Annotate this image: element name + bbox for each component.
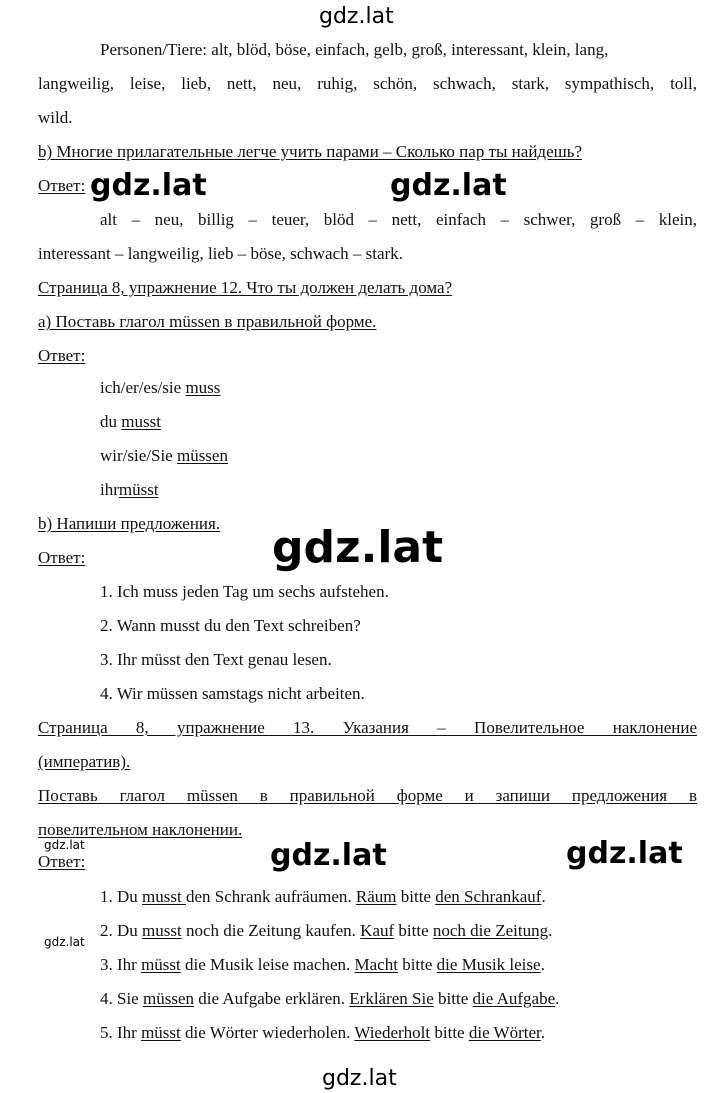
imperative-verb: Macht: [354, 955, 398, 974]
imperative-object: die Musik leise: [436, 955, 541, 974]
imperative-sentence: [100, 955, 545, 975]
imperative-sentence: [100, 1023, 545, 1043]
sentence-body: noch die Zeitung kaufen.: [181, 921, 361, 940]
watermark-top: gdz.lat: [319, 4, 394, 29]
imperative-object: noch die Zeitung: [432, 921, 549, 940]
bitte: bitte: [397, 955, 437, 974]
answer-label-3: Ответ:: [38, 548, 86, 567]
modal-verb: müsst: [141, 955, 181, 974]
verb-form-row: [100, 446, 228, 466]
ex12-title: Страница 8, упражнение 12. Что ты должен делать дома?: [38, 278, 453, 297]
bitte: bitte: [396, 887, 436, 906]
adjectives-line-3: wild.: [38, 108, 73, 127]
sentence-number: 1. Du: [100, 887, 143, 906]
task-b-pairs: b) Многие прилагательные легче учить парами – Сколько пар ты найдешь?: [38, 142, 582, 161]
adjectives-line-1: Personen/Tiere: alt, blöd, böse, einfach, gelb, groß, interessant, klein, lang,: [100, 40, 609, 59]
pronoun: du: [100, 412, 122, 431]
sentence-body: die Wörter wiederholen.: [180, 1023, 355, 1042]
sentence: 4. Wir müssen samstags nicht arbeiten.: [100, 684, 365, 703]
watermark-center: gdz.lat: [272, 522, 444, 573]
ex12-task-b: b) Напиши предложения.: [38, 514, 221, 533]
watermark-right: gdz.lat: [390, 168, 507, 203]
sentence-number: 2. Du: [100, 921, 143, 940]
pronoun: ihr: [100, 480, 119, 499]
sentence-end: .: [540, 955, 545, 974]
ex13-title-line-1: Страница 8, упражнение 13. Указания – Повелительное наклонение: [38, 718, 697, 737]
modal-verb: musst: [142, 921, 182, 940]
imperative-verb: Räum: [355, 887, 397, 906]
pairs-line-1: alt – neu, billig – teuer, blöd – nett, einfach – schwer, groß – klein,: [100, 210, 697, 229]
sentence: 2. Wann musst du den Text schreiben?: [100, 616, 361, 635]
pairs-line-2: interessant – langweilig, lieb – böse, schwach – stark.: [38, 244, 403, 263]
imperative-sentence: [100, 887, 546, 907]
modal-verb: musst: [142, 887, 186, 906]
verb-form-row: [100, 412, 161, 432]
bitte: bitte: [394, 921, 433, 940]
sentence: 1. Ich muss jeden Tag um sechs aufstehen.: [100, 582, 389, 601]
pronoun: ich/er/es/sie: [100, 378, 186, 397]
ex13-title-line-2: (императив).: [38, 752, 131, 771]
imperative-sentence: [100, 921, 552, 941]
watermark-right-lower: gdz.lat: [566, 836, 683, 871]
imperative-verb: Wiederholt: [354, 1023, 431, 1042]
verb-form-row: [100, 378, 220, 398]
verb-form: muss: [185, 378, 221, 397]
sentence-number: 5. Ihr: [100, 1023, 142, 1042]
answer-label-2: Ответ:: [38, 346, 86, 365]
sentence-number: 3. Ihr: [100, 955, 142, 974]
sentence-end: .: [541, 887, 546, 906]
imperative-verb: Erklären Sie: [349, 989, 434, 1008]
verb-form: müssen: [176, 446, 228, 465]
pronoun: wir/sie/Sie: [100, 446, 177, 465]
answer-label-4: Ответ:: [38, 852, 86, 871]
bitte: bitte: [433, 989, 473, 1008]
watermark-left: gdz.lat: [90, 168, 207, 203]
sentence: 3. Ihr müsst den Text genau lesen.: [100, 650, 332, 669]
imperative-object: die Aufgabe: [472, 989, 556, 1008]
ex13-task-line-1: Поставь глагол müssen в правильной форме и запиши предложения в: [38, 786, 697, 805]
imperative-object: den Schrankauf: [435, 887, 542, 906]
sentence-body: die Musik leise machen.: [180, 955, 355, 974]
sentence-body: die Aufgabe erklären.: [193, 989, 350, 1008]
modal-verb: müsst: [141, 1023, 181, 1042]
sentence-body: den Schrank aufräumen.: [185, 887, 356, 906]
imperative-verb: Kauf: [360, 921, 395, 940]
imperative-sentence: [100, 989, 559, 1009]
verb-form-row: [100, 480, 159, 500]
ex13-task-line-2: повелительном наклонении.: [38, 820, 243, 839]
imperative-object: die Wörter: [468, 1023, 541, 1042]
sentence-number: 4. Sie: [100, 989, 143, 1008]
watermark-center-lower: gdz.lat: [270, 838, 387, 873]
answer-label-1: Ответ:: [38, 176, 86, 195]
watermark-small-1: gdz.lat: [44, 838, 85, 852]
watermark-bottom: gdz.lat: [322, 1066, 397, 1091]
sentence-end: .: [540, 1023, 546, 1042]
verb-form: müsst: [118, 480, 159, 499]
watermark-small-2: gdz.lat: [44, 935, 85, 949]
ex12-task-a: а) Поставь глагол müssen в правильной форме.: [38, 312, 377, 331]
verb-form: musst: [121, 412, 161, 431]
sentence-end: .: [548, 921, 553, 940]
bitte: bitte: [430, 1023, 469, 1042]
adjectives-line-2: langweilig, leise, lieb, nett, neu, ruhig, schön, schwach, stark, sympathisch, toll,: [38, 74, 697, 93]
sentence-end: .: [555, 989, 560, 1008]
modal-verb: müssen: [142, 989, 194, 1008]
